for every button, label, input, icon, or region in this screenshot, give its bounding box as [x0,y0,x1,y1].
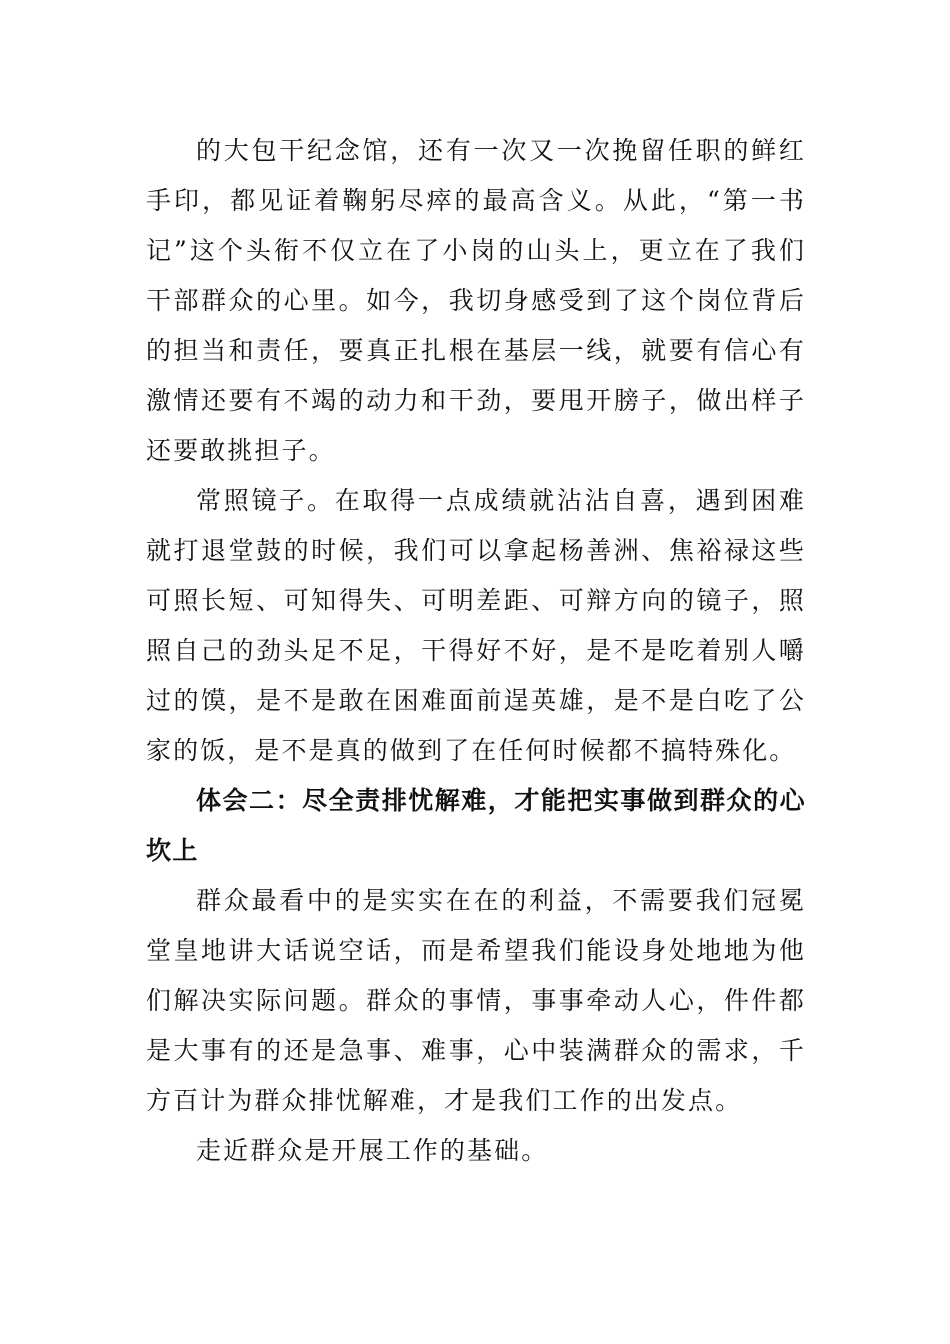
section-heading-two: 体会二：尽全责排忧解难，才能把实事做到群众的心坎上 [146,786,806,865]
paragraph-masses-interests: 群众最看中的是实实在在的利益，不需要我们冠冕堂皇地讲大话说空话，而是希望我们能设身处地地为他们解决实际问题。群众的事情，事事牵动人心，件件都是大事有的还是急事、难事，心中装满群众的需求，千方百计为群众排忧解难，才是我们工作的出发点。 [146,886,806,1115]
paragraph-mirror: 常照镜子。在取得一点成绩就沾沾自喜，遇到困难就打退堂鼓的时候，我们可以拿起杨善洲、焦裕禄这些可照长短、可知得失、可明差距、可辩方向的镜子，照照自己的劲头足不足，干得好不好，是不是吃着别人嚼过的馍，是不是敢在困难面前逞英雄，是不是白吃了公家的饭，是不是真的做到了在任何时候都不搞特殊化。 [146,486,806,765]
document-body [146,126,806,1176]
paragraph-approach-masses: 走近群众是开展工作的基础。 [196,1136,549,1165]
paragraph-commemoration: 的大包干纪念馆，还有一次又一次挽留任职的鲜红手印，都见证着鞠躬尽瘁的最高含义。从此，“第一书记”这个头衔不仅立在了小岗的山头上，更立在了我们干部群众的心里。如今，我切身感受到了这个岗位背后的担当和责任，要真正扎根在基层一线，就要有信心有激情还要有不竭的动力和干劲，要甩开膀子，做出样子还要敢挑担子。 [146,136,806,465]
